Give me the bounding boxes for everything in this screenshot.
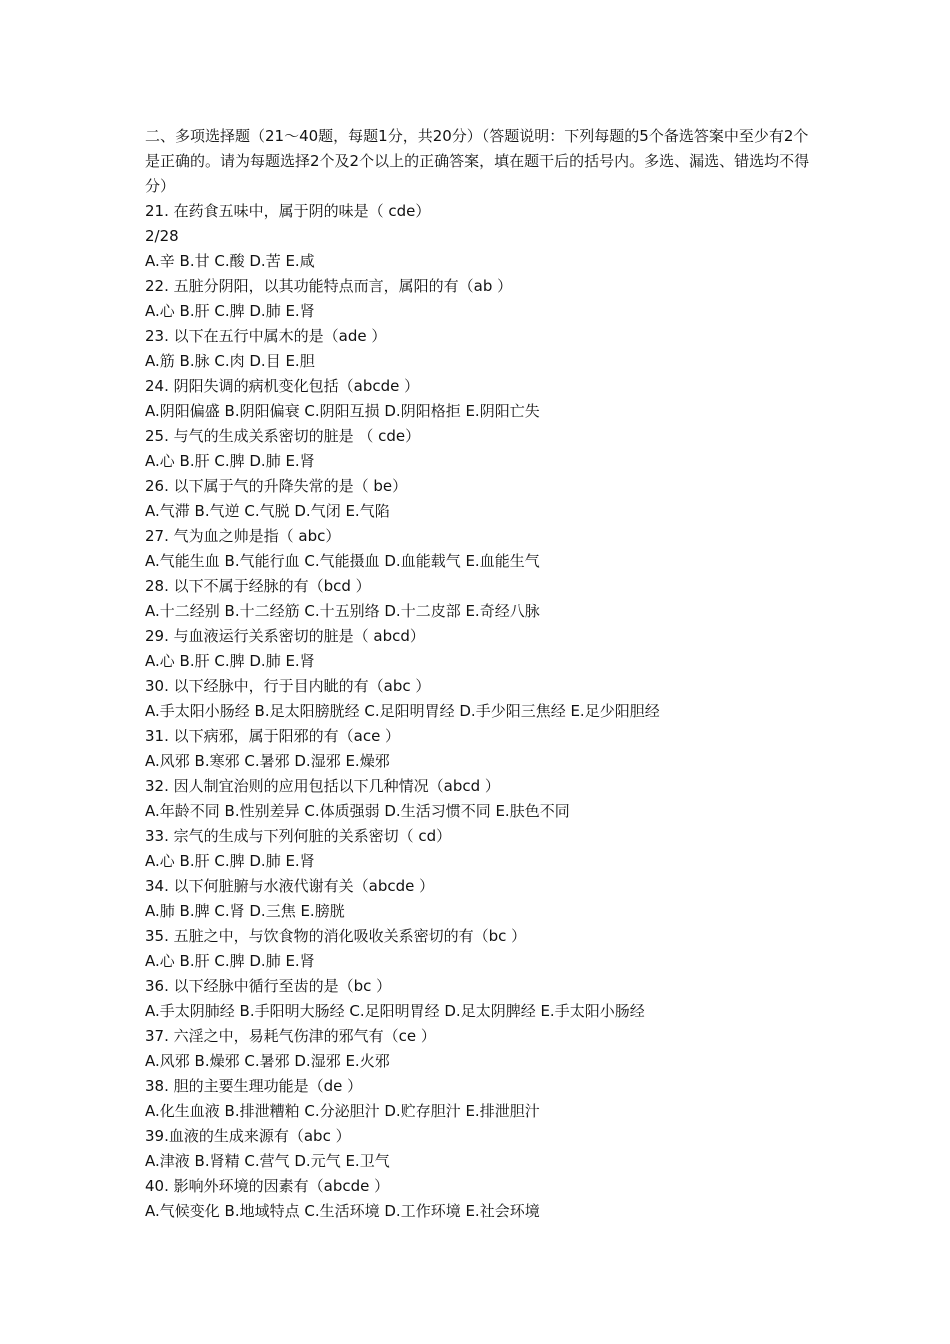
options-22: A.心 B.肝 C.脾 D.肺 E.肾 <box>145 302 315 320</box>
question-29: 29. 与血液运行关系密切的脏是（ abcd） <box>145 627 425 645</box>
options-31: A.风邪 B.寒邪 C.暑邪 D.湿邪 E.燥邪 <box>145 752 390 770</box>
question-25: 25. 与气的生成关系密切的脏是 （ cde） <box>145 427 421 445</box>
options-36: A.手太阴肺经 B.手阳明大肠经 C.足阳明胃经 D.足太阴脾经 E.手太阳小肠经 <box>145 1002 645 1020</box>
options-37: A.风邪 B.燥邪 C.暑邪 D.湿邪 E.火邪 <box>145 1052 390 1070</box>
question-34: 34. 以下何脏腑与水液代谢有关（abcde ） <box>145 877 435 895</box>
question-35: 35. 五脏之中，与饮食物的消化吸收关系密切的有（bc ） <box>145 927 527 945</box>
question-40: 40. 影响外环境的因素有（abcde ） <box>145 1177 390 1195</box>
question-27: 27. 气为血之帅是指（ abc） <box>145 527 341 545</box>
question-37: 37. 六淫之中，易耗气伤津的邪气有（ce ） <box>145 1027 436 1045</box>
question-38: 38. 胆的主要生理功能是（de ） <box>145 1077 363 1095</box>
question-36: 36. 以下经脉中循行至齿的是（bc ） <box>145 977 392 995</box>
options-28: A.十二经别 B.十二经筋 C.十五别络 D.十二皮部 E.奇经八脉 <box>145 602 540 620</box>
question-26: 26. 以下属于气的升降失常的是（ be） <box>145 477 408 495</box>
question-31: 31. 以下病邪，属于阳邪的有（ace ） <box>145 727 401 745</box>
section-heading: 二、多项选择题（21～40题，每题1分，共20分）（答题说明：下列每题的5个备选答案中至少有2个是正确的。请为每题选择2个及2个以上的正确答案，填在题干后的括号内。多选、漏选、错选均不得分） <box>145 127 810 195</box>
document-content <box>145 124 815 1224</box>
options-40: A.气候变化 B.地域特点 C.生活环境 D.工作环境 E.社会环境 <box>145 1202 540 1220</box>
question-22: 22. 五脏分阴阳，以其功能特点而言，属阳的有（ab ） <box>145 277 513 295</box>
question-23: 23. 以下在五行中属木的是（ade ） <box>145 327 387 345</box>
question-30: 30. 以下经脉中，行于目内眦的有（abc ） <box>145 677 431 695</box>
question-33: 33. 宗气的生成与下列何脏的关系密切（ cd） <box>145 827 452 845</box>
options-33: A.心 B.肝 C.脾 D.肺 E.肾 <box>145 852 315 870</box>
options-21: A.辛 B.甘 C.酸 D.苦 E.咸 <box>145 252 315 270</box>
options-30: A.手太阳小肠经 B.足太阳膀胱经 C.足阳明胃经 D.手少阳三焦经 E.足少阳胆经 <box>145 702 660 720</box>
question-21: 21. 在药食五味中，属于阴的味是（ cde） <box>145 202 431 220</box>
page-marker: 2/28 <box>145 227 179 245</box>
options-32: A.年龄不同 B.性别差异 C.体质强弱 D.生活习惯不同 E.肤色不同 <box>145 802 570 820</box>
options-25: A.心 B.肝 C.脾 D.肺 E.肾 <box>145 452 315 470</box>
options-39: A.津液 B.肾精 C.营气 D.元气 E.卫气 <box>145 1152 390 1170</box>
options-34: A.肺 B.脾 C.肾 D.三焦 E.膀胱 <box>145 902 345 920</box>
options-23: A.筋 B.脉 C.肉 D.目 E.胆 <box>145 352 315 370</box>
question-28: 28. 以下不属于经脉的有（bcd ） <box>145 577 371 595</box>
options-35: A.心 B.肝 C.脾 D.肺 E.肾 <box>145 952 315 970</box>
options-26: A.气滞 B.气逆 C.气脱 D.气闭 E.气陷 <box>145 502 390 520</box>
options-29: A.心 B.肝 C.脾 D.肺 E.肾 <box>145 652 315 670</box>
options-38: A.化生血液 B.排泄糟粕 C.分泌胆汁 D.贮存胆汁 E.排泄胆汁 <box>145 1102 540 1120</box>
question-32: 32. 因人制宜治则的应用包括以下几种情况（abcd ） <box>145 777 500 795</box>
options-27: A.气能生血 B.气能行血 C.气能摄血 D.血能载气 E.血能生气 <box>145 552 540 570</box>
options-24: A.阴阳偏盛 B.阴阳偏衰 C.阴阳互损 D.阴阳格拒 E.阴阳亡失 <box>145 402 540 420</box>
question-24: 24. 阴阳失调的病机变化包括（abcde ） <box>145 377 420 395</box>
question-39: 39.血液的生成来源有（abc ） <box>145 1127 351 1145</box>
